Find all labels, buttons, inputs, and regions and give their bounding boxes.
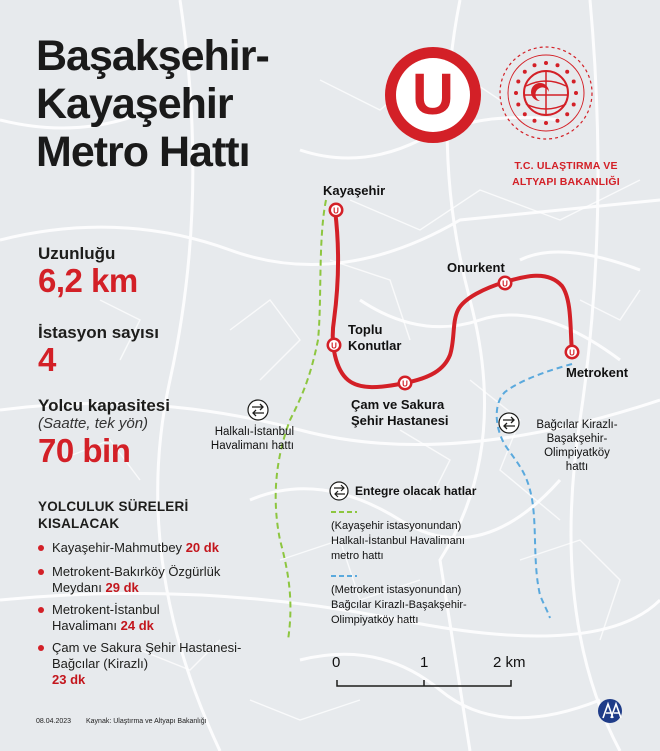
travel-item <box>38 564 238 596</box>
aa-agency-logo-icon <box>598 699 622 723</box>
transfer-label-line: Halkalı-İstanbul <box>214 426 294 438</box>
legend-line: metro hattı <box>331 550 384 562</box>
legend-line: Bağcılar Kirazlı-Başakşehir- <box>331 599 467 611</box>
metro-logo-letter: U <box>412 62 454 127</box>
emblem-star-icon <box>574 91 578 95</box>
emblem-star-icon <box>523 112 527 116</box>
emblem-star-icon <box>516 103 520 107</box>
svg-text:U: U <box>569 348 575 358</box>
emblem-star-icon <box>514 91 518 95</box>
legend-line: Halkalı-İstanbul Havalimanı <box>331 535 465 547</box>
transfer-label-line: hattı <box>565 461 589 473</box>
travel-times-title-line-1: YOLCULUK SÜRELERİ <box>38 499 189 514</box>
travel-times-title <box>38 498 188 532</box>
emblem-star-icon <box>565 70 569 74</box>
footer-date: 08.04.2023 <box>36 718 72 725</box>
scale-label-two: 2 km <box>493 654 526 671</box>
travel-item-duration: 24 dk <box>120 618 154 633</box>
title-line-2: Kayaşehir <box>36 80 233 128</box>
length-value: 6,2 km <box>38 262 138 299</box>
travel-times-title-line-2: KISALACAK <box>38 516 120 531</box>
page-title <box>36 32 269 176</box>
ministry-name-line-2: ALTYAPI BAKANLIĞI <box>512 176 620 188</box>
transfer-icon-bagcilar <box>499 413 519 433</box>
emblem-star-icon <box>556 119 560 123</box>
legend-line: (Metrokent istasyonundan) <box>331 584 462 596</box>
travel-item <box>38 602 198 634</box>
legend-blue-text <box>331 583 467 628</box>
bagcilar-line-path <box>497 364 572 618</box>
travel-item-duration: 23 dk <box>52 672 86 687</box>
travel-item-route: Metrokent-Bakırköy Özgürlük Meydanı <box>52 564 221 595</box>
transfer-icon-halkali <box>248 400 268 420</box>
transfer-label-bagcilar <box>522 418 632 474</box>
ministry-name-line-1: T.C. ULAŞTIRMA VE <box>514 160 618 172</box>
station-marker-toplu-konutlar <box>327 338 342 353</box>
scale-label-zero: 0 <box>332 654 341 671</box>
svg-text:U: U <box>331 341 337 351</box>
capacity-label: Yolcu kapasitesi <box>38 396 170 415</box>
emblem-star-icon <box>533 63 537 67</box>
travel-item-route: Çam ve Sakura Şehir Hastanesi-Bağcılar (Kirazlı) <box>52 640 242 671</box>
travel-item-duration: 29 dk <box>105 580 139 595</box>
ministry-emblem-icon <box>500 47 592 139</box>
emblem-star-icon <box>556 63 560 67</box>
bullet-dot <box>38 545 44 551</box>
halkali-line-path <box>276 200 326 640</box>
station-label-onurkent: Onurkent <box>447 260 505 275</box>
emblem-star-icon <box>516 80 520 84</box>
length-label: Uzunluğu <box>38 244 116 263</box>
svg-text:U: U <box>333 206 339 216</box>
svg-text:U: U <box>402 379 408 389</box>
travel-item <box>38 640 248 688</box>
footer-source: Kaynak: Ulaştırma ve Altyapı Bakanlığı <box>86 718 207 725</box>
emblem-star-icon <box>572 103 576 107</box>
legend-green-text <box>331 519 465 564</box>
station-label-line: Şehir Hastanesi <box>351 413 449 428</box>
travel-item <box>38 540 268 556</box>
transfer-label-line: Başakşehir- <box>546 433 608 445</box>
title-line-1: Başakşehir- <box>36 32 269 80</box>
ministry-name <box>486 158 646 190</box>
bullet-dot <box>38 607 44 613</box>
station-label-metrokent: Metrokent <box>566 365 629 380</box>
transfer-label-line: Bağcılar Kirazlı- <box>536 419 618 431</box>
emblem-star-icon <box>544 121 548 125</box>
legend-line: Olimpiyatköy hattı <box>331 614 419 626</box>
scale-label-one: 1 <box>420 654 429 671</box>
legend-line: (Kayaşehir istasyonundan) <box>331 520 462 532</box>
scale-bar <box>337 680 511 686</box>
emblem-star-icon <box>544 61 548 65</box>
legend-title: Entegre olacak hatlar <box>355 484 477 498</box>
station-label-line: Toplu <box>348 322 383 337</box>
bullet-dot <box>38 569 44 575</box>
capacity-sub: (Saatte, tek yön) <box>38 415 149 432</box>
station-label-kayasehir: Kayaşehir <box>323 183 386 198</box>
bullet-dot <box>38 645 44 651</box>
svg-text:U: U <box>502 279 508 289</box>
transfer-label-halkali <box>179 425 294 453</box>
stations-label: İstasyon sayısı <box>38 323 159 342</box>
emblem-star-icon <box>533 119 537 123</box>
station-marker-kayasehir <box>329 203 344 218</box>
station-label-toplu-konutlar <box>348 322 401 354</box>
emblem-star-icon <box>565 112 569 116</box>
transfer-label-line: Havalimanı hattı <box>210 440 294 452</box>
station-label-line: Konutlar <box>348 338 402 353</box>
station-marker-cam-sakura <box>398 376 413 391</box>
title-line-3: Metro Hattı <box>36 128 250 176</box>
metro-line-path <box>333 210 572 387</box>
travel-item-duration: 20 dk <box>185 540 219 555</box>
emblem-star-icon <box>572 80 576 84</box>
station-marker-metrokent <box>565 345 580 360</box>
station-label-line: Çam ve Sakura <box>351 397 445 412</box>
station-marker-onurkent <box>498 276 513 291</box>
transfer-icon-legend <box>330 482 348 500</box>
stations-value: 4 <box>38 341 56 378</box>
emblem-star-icon <box>523 70 527 74</box>
travel-item-route: Metrokent-İstanbul Havalimanı <box>52 602 160 633</box>
capacity-value: 70 bin <box>38 432 131 469</box>
station-label-cam-sakura <box>351 397 449 429</box>
transfer-label-line: Olimpiyatköy <box>544 447 610 459</box>
travel-item-route: Kayaşehir-Mahmutbey <box>52 540 183 555</box>
